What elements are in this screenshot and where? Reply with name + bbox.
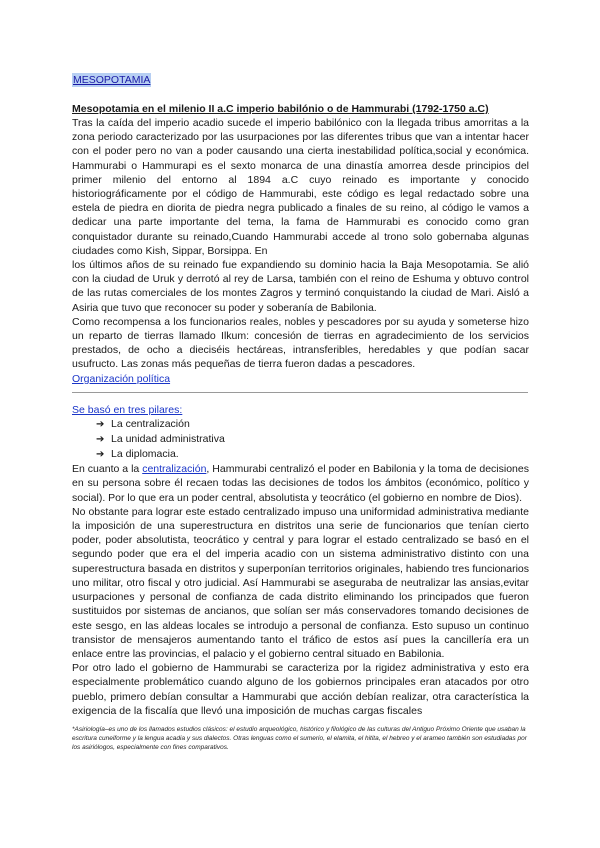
arrow-right-icon: ➔ [96,418,105,430]
list-item [96,417,529,432]
list-item-label: La diplomacia. [111,448,179,461]
pilares-title-row [72,403,529,417]
arrow-right-icon: ➔ [96,433,105,445]
paragraph-centralizacion [72,462,529,505]
organizacion-politica-link[interactable]: Organización política [72,372,171,385]
pilares-list [72,417,529,463]
section-divider [72,392,528,393]
list-item [96,432,529,447]
document-page [72,70,529,753]
list-item [96,447,529,462]
paragraph-intro-2: los últimos años de su reinado fue expandiendo su dominio hacia la Baja Mesopotamia. Se alió con la ciudad de Uruk y derrotó al rey de Larsa, también con el reino de Eshuma y obtuvo control de las rutas comerciales de los montes Zagros y terminó conquistando la ciudad de Mari. Aisló a Asiria que tuvo que reconocer su poder y soberanía de Babilonia. [72,259,529,314]
list-item-label: La centralización [111,417,190,430]
title-link-mesopotamia[interactable]: MESOPOTAMIA [73,74,151,86]
centralizacion-text-after: , Hammurabi centralizó el poder en Babilonia y la toma de decisiones en su persona sobre él recaen todas las decisiones de todos los ámbitos (económico, político y social). Por lo que era un poder central, absolutista y teocrático (el gobierno en nombre de Dios). [72,463,529,504]
paragraph-por-otro-lado: Por otro lado el gobierno de Hammurabi se caracteriza por la rigidez administrativa y esto era especialmente problemático cuando alguno de los gobiernos principales eran atacados por otro pueblo, primero debían consultar a Hammurabi que acción debían realizar, otra característica la exigencia de la fiscalía que llevó una imposición de muchas cargas fiscales [72,662,529,717]
arrow-right-icon: ➔ [96,449,105,461]
paragraph-intro-1: Tras la caída del imperio acadio sucede el imperio babilónico con la llegada tribus amorritas a la zona periodo caracterizado por las usurpaciones por las diferentes tribus que van a intentar hacer con el poder pero no van a poder causando una cierta inestabilidad política,social y económica. Hammurabi o Hammurapi es el sexto monarca de una dinastía amorrea desde principios del primer milenio del entorno al 1894 a.C cuyo reinado es importante y conocido historiográficamente por el código de Hammurabi, este código es legal redactado sobre una estela de piedra en diorita de piedra negra publicado a finales de su reino, al código le vamos a dedicar una parte importante del tema, la fama de Hammurabi es conocido como gran conquistador durante su reinado,Cuando Hammurabi accede al trono solo gobernaba algunas ciudades como Kish, Sippar, Borsippa. En [72,117,529,257]
centralizacion-link[interactable]: centralización [142,463,207,476]
footnote: *Asiriología–es uno de los llamados estudios clásicos: el estudio arqueológico, histórico y filológico de las culturas del Antiguo Próximo Oriente que usaban la escritura cuneiforme y la lengua acadia y sus dialectos. Otras lenguas como el sumerio, el elamita, el hitita, el hebreo y el arameo también son estudiadas por los asiriólogos, especialmente con fines comparativos. [72,725,527,752]
paragraph-no-obstante: No obstante para lograr este estado centralizado impuso una uniformidad administrativa mediante la imposición de una superestructura en distritos una serie de funcionarios que tenían cierto poder, poder absolutista, teocrático y central y para lograr el estado centralizado se basó en el segundo poder que era el del imperia acadio con un sistema administrativo distinto con una superestructura basada en distritos y superponían territorios originales, habiendo tres funcionarios uno militar, otro fiscal y otro judicial. Así Hammurabi se aseguraba de neutralizar las ansias,evitar usurpaciones y personal de confianza de cada distrito eliminando los principados que fueron sustituidos por sistemas de ancianos, que solían ser más conservadores tomando decisiones de este sesgo, en las aldeas locales se introdujo a personal de confianza. Esto supuso un continuo transistor de mensajeros aumentando tanto el tráfico de estos así pues la cancillería era un enlace entre las provincias, el palacio y el gobierno central situado en Babilonia. [72,505,530,660]
paragraph-intro-3: Como recompensa a los funcionarios reales, nobles y pescadores por su ayuda y someterse hizo un reparto de tierras llamado Ilkum: concesión de tierras en agradecimiento de los servicios prestados, de ocho a dieciséis hectáreas, intransferibles, heredables y que podían sacar usufructo. Las zonas más pequeñas de tierra fueron dadas a pescadores. [72,315,529,371]
pilares-link[interactable]: Se basó en tres pilares: [72,403,183,416]
organizacion-politica-link-row [72,372,529,386]
section-heading: Mesopotamia en el milenio II a.C imperio babilónio o de Hammurabi (1792-1750 a.C) [72,103,489,115]
list-item-label: La unidad administrativa [111,432,225,445]
centralizacion-text-before: En cuanto a la [72,463,143,476]
